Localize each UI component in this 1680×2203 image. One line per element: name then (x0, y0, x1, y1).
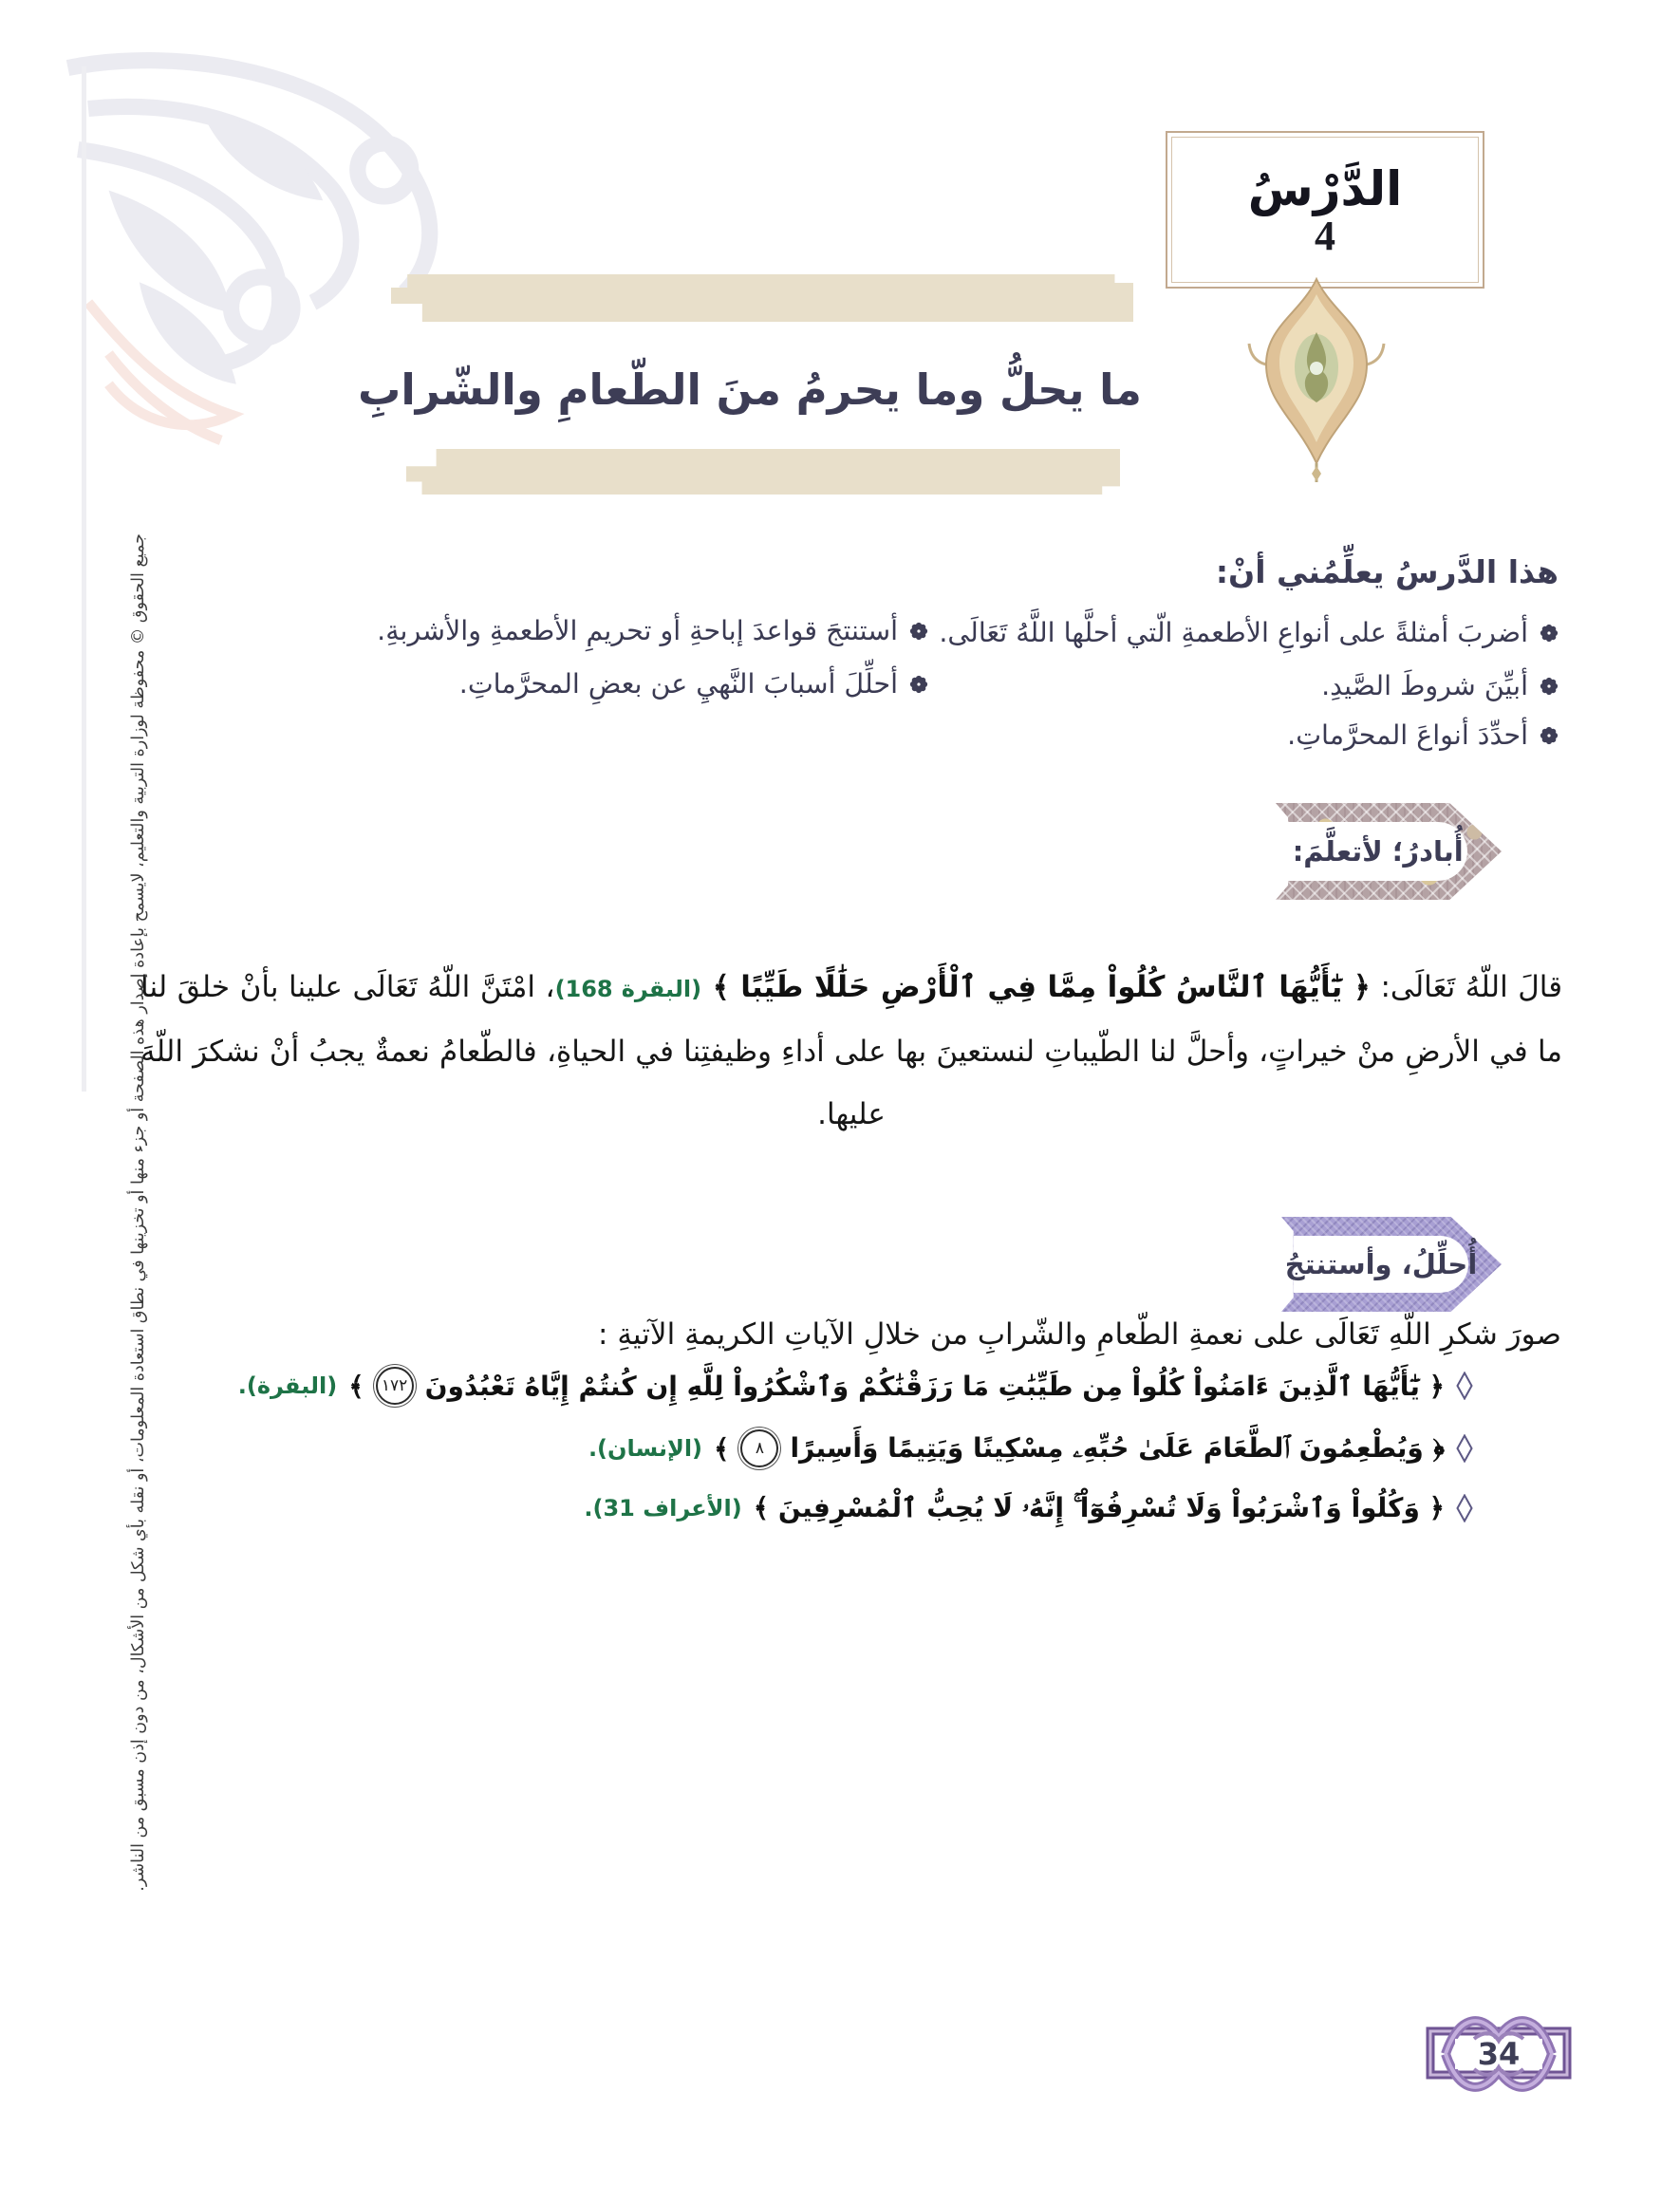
section-banner-initiate (1276, 803, 1502, 900)
objective-text: أستنتجَ قواعدَ إباحةِ أو تحريمِ الأطعمةِ والأشربةِ. (377, 615, 898, 646)
flower-bullet-icon (909, 675, 928, 694)
intro-rest: ، امْتَنَّ اللّهُ تَعَالَى علينا بأنْ خلقَ لنا ما في الأرضِ منْ خيراتٍ، وأحلَّ لنا الطّيباتِ لنستعينَ بها على أداءِ وظيفتِنا في الحياةِ، فالطّعامُ نعمةٌ يجبُ أنْ نشكرَ اللّهَ عليها. (140, 970, 1562, 1131)
ayah-number-roundel: ١٧٢ (376, 1367, 414, 1405)
copyright-vertical-text: جميع الحقوق © محفوظة لوزارة التربية والتعليم، لايسمح بإعادة إصدار هذه الصفحة أو جزء منها أو تخزينها في نطاق استعادة المعلومات، أو نقله بأي شكل من الأشكال، من دون إذن مسبق من الناشر. (129, 533, 148, 1892)
section-banner-analyze (1281, 1217, 1502, 1312)
flower-bullet-icon (1540, 624, 1559, 643)
flower-bullet-icon (909, 622, 928, 641)
diamond-bullet-icon (1456, 1434, 1473, 1463)
objectives-heading: هذا الدَّرسُ يعلِّمُني أنْ: (1215, 553, 1559, 590)
title-banner-bottom-bar (406, 449, 1120, 495)
objective-text: أضربَ أمثلةً على أنواعِ الأطعمةِ الّتي أحلَّها اللَّهُ تَعَالَى. (939, 617, 1528, 648)
flower-bullet-icon (1540, 726, 1559, 745)
objective-item (1287, 719, 1559, 751)
section-banner-analyze-label: أُحلِّلُ، وأستنتجُ (1284, 1248, 1478, 1280)
verse-item (238, 1367, 1473, 1405)
analyze-intro-text: صورَ شكرِ اللّهِ تَعَالَى على نعمةِ الطّعامِ والشّرابِ من خلالِ الآياتِ الكريمةِ الآتيةِ : (598, 1317, 1561, 1352)
lesson-number: 4 (1315, 212, 1335, 259)
objective-item (459, 668, 928, 700)
objective-item (939, 617, 1559, 648)
corner-stem-line (82, 66, 86, 1092)
hanging-medallion-ornament (1245, 277, 1388, 486)
title-banner-top-bar (391, 274, 1133, 322)
quran-quote: ﴿ يَٰٓأَيُّهَا ٱلنَّاسُ كُلُواْ مِمَّا فِي ٱلْأَرْضِ حَلَٰلًا طَيِّبًا ﴾ (701, 970, 1371, 1004)
lesson-box (1166, 131, 1484, 289)
objective-item (1321, 670, 1559, 701)
verse-text: ﴿ وَيُطْعِمُونَ ٱلطَّعَامَ عَلَىٰ حُبِّهِۦ مِسْكِينًا وَيَتِيمًا وَأَسِيرًا (790, 1432, 1445, 1464)
verse-reference: (الأعراف 31). (584, 1495, 742, 1522)
objective-item (377, 615, 928, 646)
quran-close-bracket: ﴾ (348, 1370, 364, 1402)
banner-inner (1288, 822, 1467, 881)
svg-text:34: 34 (1477, 2036, 1521, 2072)
verse-text: ﴿ يَٰٓأَيُّهَا ٱلَّذِينَ ءَامَنُواْ كُلُواْ مِن طَيِّبَٰتِ مَا رَزَقْنَٰكُمْ وَٱشْكُرُواْ لِلَّهِ إِن كُنتُمْ إِيَّاهُ تَعْبُدُونَ (424, 1370, 1445, 1402)
verse-item (588, 1429, 1473, 1467)
objective-text: أبيِّنَ شروطَ الصَّيدِ. (1321, 670, 1528, 701)
ayah-number-roundel: ٨ (740, 1429, 778, 1467)
page-number-medallion (1417, 2003, 1580, 2105)
diamond-bullet-icon (1456, 1372, 1473, 1400)
flower-bullet-icon (1540, 677, 1559, 696)
page-title: ما يحلُّ وما يحرمُ منَ الطّعامِ والشّرابِ (358, 364, 1142, 415)
intro-paragraph (140, 956, 1562, 1146)
verse-reference: (الإنسان). (588, 1435, 703, 1462)
verse-text: ﴿ وَكُلُواْ وَٱشْرَبُواْ وَلَا تُسْرِفُوٓاْ ۚ إِنَّهُۥ لَا يُحِبُّ ٱلْمُسْرِفِينَ ﴾ (753, 1492, 1445, 1523)
verse-reference: (البقرة). (237, 1372, 338, 1399)
verse-reference: (البقرة 168) (554, 976, 702, 1002)
section-banner-initiate-label: أُبادرُ؛ لأتعلَّمَ: (1292, 835, 1464, 868)
verse-item (584, 1492, 1473, 1524)
lesson-label: الدَّرْسُ (1247, 160, 1403, 216)
intro-lead: قالَ اللّهُ تَعَالَى: (1370, 970, 1563, 1004)
banner-inner (1284, 1236, 1478, 1293)
quran-close-bracket: ﴾ (714, 1432, 730, 1465)
diamond-bullet-icon (1456, 1494, 1473, 1522)
objective-text: أحدِّدَ أنواعَ المحرَّماتِ. (1287, 719, 1528, 751)
objective-text: أحلِّلَ أسبابَ النَّهيِ عن بعضِ المحرَّماتِ. (458, 668, 898, 700)
